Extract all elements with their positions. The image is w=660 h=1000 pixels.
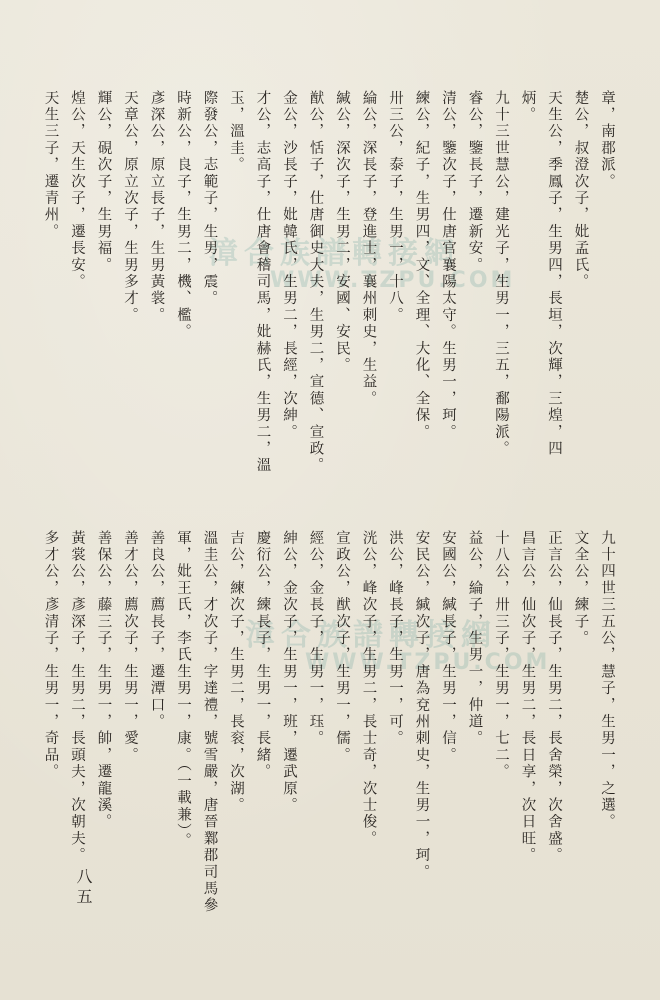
text-column: 善才公，薦次子，生男一，愛。	[122, 530, 138, 764]
text-column: 文全公，練子。	[572, 530, 589, 647]
text-column: 軍，妣王氏，李氏生男一，康。（一載兼）。	[175, 530, 191, 850]
text-column: 才公，志高子，仕唐會稽司馬，妣赫氏，生男二，溫	[254, 90, 271, 475]
text-column: 猷公，恬子，仕唐御史大夫，生男二，宣德、宣政。	[307, 90, 324, 475]
text-column: 安民公，緘次子，唐為兗州刺史，生男一，珂。	[413, 530, 430, 881]
text-column: 宣政公，猷次子，生男一，儒。	[334, 530, 350, 764]
text-column: 煌公，天生次子，遷長安。	[69, 90, 85, 291]
text-column: 炳。	[519, 90, 536, 124]
text-column: 十八公，卅三子，生男一，七二。	[493, 530, 509, 781]
text-column: 卅三公，泰子，生男一，十八。	[387, 90, 403, 324]
text-column: 益公，綸子，生男一，仲道。	[466, 530, 483, 748]
text-column: 吉公，練次子，生男二，長衮，次湖。	[228, 530, 244, 814]
watermark-title: 漳合族譜轉接網	[208, 236, 460, 271]
text-column: 正言公，仙長子，生男二，長舍榮，次舍盛。	[546, 530, 562, 864]
text-column: 天生三子，遷青州。	[42, 90, 59, 241]
text-column: 睿公，鑒長子，遷新安。	[466, 90, 483, 274]
text-column: 安國公，緘長子，生男一，信。	[440, 530, 456, 764]
text-column: 黃裳公，彥深子，生男二，長頭夫，次朝夫。	[69, 530, 85, 864]
text-column: 練公，紀子，生男四，文、全理、大化、全保。	[413, 90, 430, 441]
text-column: 慶衍公，練長子，生男一，長緒。	[254, 530, 271, 781]
text-column: 緘公，深次子，生男二，安國、安民。	[334, 90, 350, 374]
genealogy-upper-section	[37, 90, 620, 530]
text-column: 善良公，薦長子，遷潭口。	[148, 530, 165, 731]
text-column: 天章公，原立次子，生男多才。	[122, 90, 138, 324]
text-column: 九十三世慧公，建光子，生男一，三五，鄱陽派。	[493, 90, 509, 458]
text-column: 綸公，深長子，登進士，襄州刺史，生益。	[360, 90, 377, 408]
text-column: 善保公，藤三子，生男一，帥，遷龍溪。	[95, 530, 112, 831]
text-column: 溫圭公，才次子，字達禮，號雪嚴，唐晉鄴郡司馬參	[201, 530, 218, 915]
text-column: 金公，沙長子，妣韓氏，生男二，長經，次紳。	[281, 90, 297, 441]
text-column: 昌言公，仙次子，生男二，長日享，次日旺。	[519, 530, 536, 864]
text-column: 經公，金長子，生男一，珏。	[307, 530, 324, 748]
text-column: 彥深公，原立長子，生男黃裳。	[148, 90, 165, 324]
text-column: 玉，溫圭。	[228, 90, 244, 174]
text-column: 紳公，金次子，生男一，班，遷武原。	[281, 530, 297, 814]
text-column: 章，南郡派。	[599, 90, 615, 191]
text-column: 天生公，季鳳子，生男四，長垣，次輝，三煌，四	[546, 90, 562, 458]
genealogy-lower-section	[37, 530, 620, 970]
text-column: 洪公，峰長子，生男一，可。	[387, 530, 403, 748]
text-column: 洸公，峰次子，生男二，長士奇，次士俊。	[360, 530, 377, 848]
text-column: 際發公，志範子，生男，震。	[201, 90, 218, 308]
text-column: 清公，鑒次子，仕唐官襄陽太守。生男一，珂。	[440, 90, 456, 441]
text-column: 多才公，彥清子，生男一，奇品。	[42, 530, 59, 781]
page-number: 八五	[74, 868, 93, 908]
text-column: 楚公，叔澄次子，妣孟氏。	[572, 90, 589, 291]
watermark-url: WWW.TZPU.COM	[305, 650, 551, 675]
watermark-title: 漳合族譜轉接網	[245, 618, 497, 653]
text-column: 時新公，良子，生男二，機、檻。	[175, 90, 191, 341]
text-column: 九十四世三五公，慧子，生男一，之選。	[599, 530, 615, 831]
watermark-url: WWW.TZPU.COM	[270, 268, 516, 293]
text-column: 輝公，硯次子，生男福。	[95, 90, 112, 274]
